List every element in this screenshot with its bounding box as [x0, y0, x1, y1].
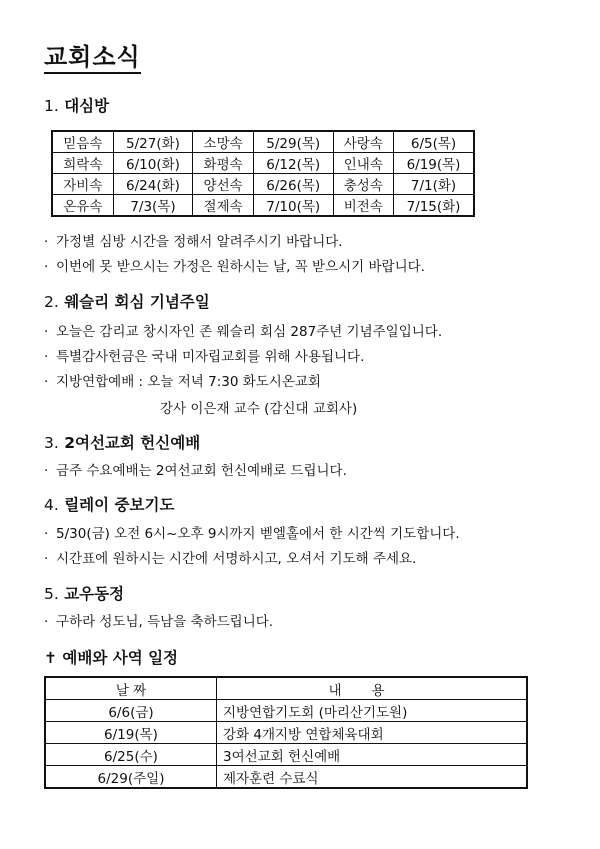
- date-cell: 6/26(목): [253, 174, 333, 195]
- bullet-item: · 오늘은 감리교 창시자인 존 웨슬리 회심 287주년 기념주일입니다.: [44, 324, 443, 340]
- section-4-heading: [44, 495, 174, 515]
- section-title: 릴레이 중보기도: [64, 496, 175, 514]
- content-cell: 지방연합기도회 (마리산기도원): [217, 700, 528, 722]
- date-cell: 7/10(목): [253, 195, 333, 217]
- schedule-table: [44, 676, 528, 789]
- section-5-heading: [44, 584, 124, 604]
- bullet-mark: ·: [44, 551, 49, 567]
- bullet-mark: ·: [44, 324, 49, 340]
- group-cell: 희락속: [52, 153, 113, 174]
- bullet-item: · 이번에 못 받으시는 가정은 원하시는 날, 꼭 받으시기 바랍니다.: [44, 259, 425, 275]
- bullet-item: · 지방연합예배 : 오늘 저녁 7:30 화도시온교회: [44, 374, 321, 390]
- section-number: 4.: [44, 496, 59, 514]
- bullet-item: · 가정별 심방 시간을 정해서 알려주시기 바랍니다.: [44, 234, 343, 250]
- table-row: [52, 131, 474, 153]
- bullet-mark: ·: [44, 234, 49, 250]
- date-cell: 6/29(주일): [45, 766, 217, 789]
- group-cell: 비전속: [333, 195, 393, 217]
- date-cell: 6/10(화): [113, 153, 193, 174]
- section-3-heading: [44, 433, 200, 453]
- content-cell: 강화 4개지방 연합체육대회: [217, 722, 528, 744]
- column-header-content: 내용: [217, 677, 528, 700]
- section-title: 교우동정: [64, 585, 125, 603]
- bullet-mark: ·: [44, 614, 49, 630]
- bullet-item: · 특별감사헌금은 국내 미자립교회를 위해 사용됩니다.: [44, 349, 365, 365]
- group-cell: 양선속: [193, 174, 253, 195]
- bullet-mark: ·: [44, 259, 49, 275]
- date-cell: 7/1(화): [394, 174, 474, 195]
- section-1-heading: [44, 96, 109, 116]
- date-cell: 6/5(목): [394, 131, 474, 153]
- section-number: 1.: [44, 97, 59, 115]
- section-title: 2여선교회 헌신예배: [64, 434, 201, 452]
- group-cell: 충성속: [333, 174, 393, 195]
- table-row: [45, 766, 527, 789]
- group-cell: 사랑속: [333, 131, 393, 153]
- bullet-mark: ·: [44, 349, 49, 365]
- section-title: 웨슬리 회심 기념주일: [64, 293, 210, 311]
- section-number: 3.: [44, 434, 59, 452]
- bullet-item: · 5/30(금) 오전 6시~오후 9시까지 벧엘홀에서 한 시간씩 기도합니다.: [44, 526, 460, 542]
- table-row: [45, 744, 527, 766]
- group-cell: 믿음속: [52, 131, 113, 153]
- table-header-row: [45, 677, 527, 700]
- content-cell: 제자훈련 수료식: [217, 766, 528, 789]
- bullet-mark: ·: [44, 463, 49, 479]
- page-title: 교회소식: [44, 42, 141, 74]
- bullet-item: · 시간표에 원하시는 시간에 서명하시고, 오셔서 기도해 주세요.: [44, 551, 417, 567]
- table-row: [52, 174, 474, 195]
- date-cell: 5/27(화): [113, 131, 193, 153]
- section-title: 대심방: [64, 97, 110, 115]
- group-cell: 인내속: [333, 153, 393, 174]
- bullet-mark: ·: [44, 526, 49, 542]
- table-row: [52, 153, 474, 174]
- visit-schedule-table: [51, 130, 475, 217]
- date-cell: 7/15(화): [394, 195, 474, 217]
- group-cell: 화평속: [193, 153, 253, 174]
- schedule-title: 예배와 사역 일정: [62, 649, 179, 667]
- table-row: [45, 722, 527, 744]
- bullet-mark: ·: [44, 374, 49, 390]
- date-cell: 6/24(화): [113, 174, 193, 195]
- date-cell: 6/25(수): [45, 744, 217, 766]
- schedule-heading: [44, 648, 178, 668]
- section-2-heading: [44, 292, 210, 312]
- group-cell: 소망속: [193, 131, 253, 153]
- group-cell: 온유속: [52, 195, 113, 217]
- bullet-item: · 금주 수요예배는 2여선교회 헌신예배로 드립니다.: [44, 463, 347, 479]
- bullet-item: · 구하라 성도님, 득남을 축하드립니다.: [44, 614, 274, 630]
- group-cell: 절제속: [193, 195, 253, 217]
- date-cell: 6/19(목): [45, 722, 217, 744]
- speaker-line: 강사 이은재 교수 (감신대 교회사): [160, 401, 358, 417]
- date-cell: 7/3(목): [113, 195, 193, 217]
- column-header-date: 날 짜: [45, 677, 217, 700]
- group-cell: 자비속: [52, 174, 113, 195]
- content-cell: 3여선교회 헌신예배: [217, 744, 528, 766]
- date-cell: 5/29(목): [253, 131, 333, 153]
- table-row: [52, 195, 474, 217]
- section-number: 2.: [44, 293, 59, 311]
- date-cell: 6/6(금): [45, 700, 217, 722]
- table-row: [45, 700, 527, 722]
- section-number: 5.: [44, 585, 59, 603]
- date-cell: 6/19(목): [394, 153, 474, 174]
- cross-icon: ✝: [44, 649, 57, 667]
- date-cell: 6/12(목): [253, 153, 333, 174]
